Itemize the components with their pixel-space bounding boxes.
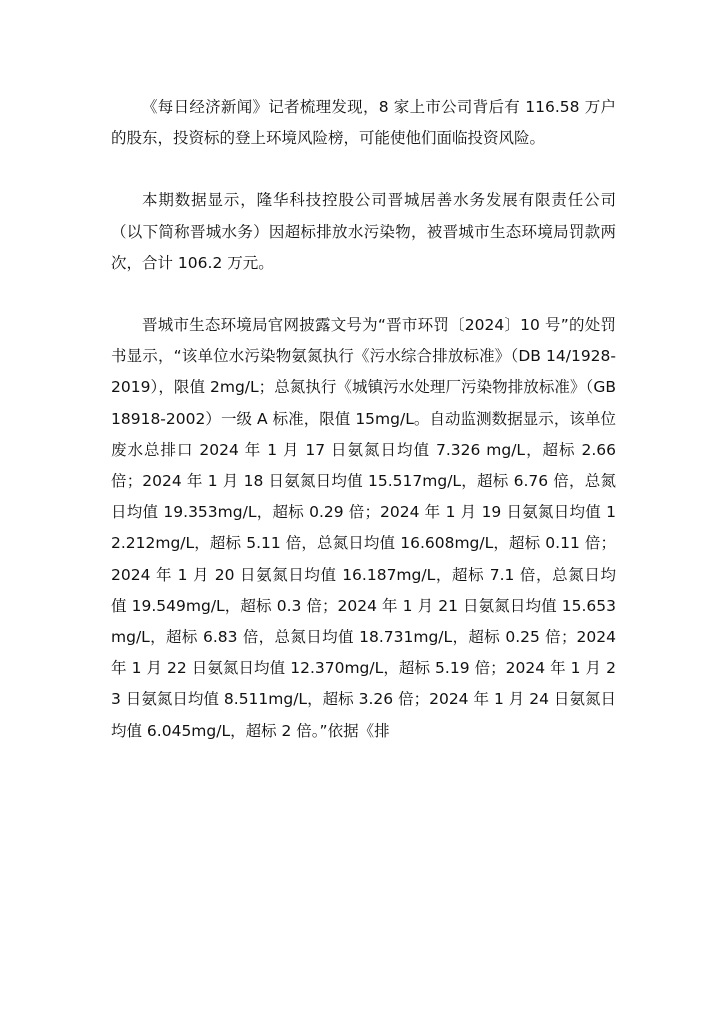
paragraph-2: 本期数据显示，隆华科技控股公司晋城居善水务发展有限责任公司（以下简称晋城水务）因超标排放水污染物，被晋城市生态环境局罚款两次，合计 106.2 万元。 bbox=[111, 191, 616, 272]
document-body bbox=[111, 92, 616, 747]
paragraph-3: 晋城市生态环境局官网披露文号为“晋市环罚〔2024〕10 号”的处罚书显示，“该单位水污染物氨氮执行《污水综合排放标准》（DB 14/1928-2019），限值 2mg/L；总氮执行《城镇污水处理厂污染物排放标准》（GB18918-2002）一级 A 标准，限值 15mg/L。自动监测数据显示，该单位废水总排口 2024 年 1 月 17 日氨氮日均值 7.326 mg/L，超标 2.66 倍；2024 年 1 月 18 日氨氮日均值 15.517mg/L，超标 6.76 倍，总氮日均值 19.353mg/L，超标 0.29 倍；2024 年 1 月 19 日氨氮日均值 12.212mg/L，超标 5.11 倍，总氮日均值 16.608mg/L，超标 0.11 倍；2024 年 1 月 20 日氨氮日均值 16.187mg/L，超标 7.1 倍，总氮日均值 19.549mg/L，超标 0.3 倍；2024 年 1 月 21 日氨氮日均值 15.653mg/L，超标 6.83 倍，总氮日均值 18.731mg/L，超标 0.25 倍；2024 年 1 月 22 日氨氮日均值 12.370mg/L，超标 5.19 倍；2024 年 1 月 23 日氨氮日均值 8.511mg/L，超标 3.26 倍；2024 年 1 月 24 日氨氮日均值 6.045mg/L，超标 2 倍。”依据《排 bbox=[111, 316, 616, 740]
paragraph-1: 《每日经济新闻》记者梳理发现，8 家上市公司背后有 116.58 万户的股东，投资标的登上环境风险榜，可能使他们面临投资风险。 bbox=[111, 98, 616, 148]
